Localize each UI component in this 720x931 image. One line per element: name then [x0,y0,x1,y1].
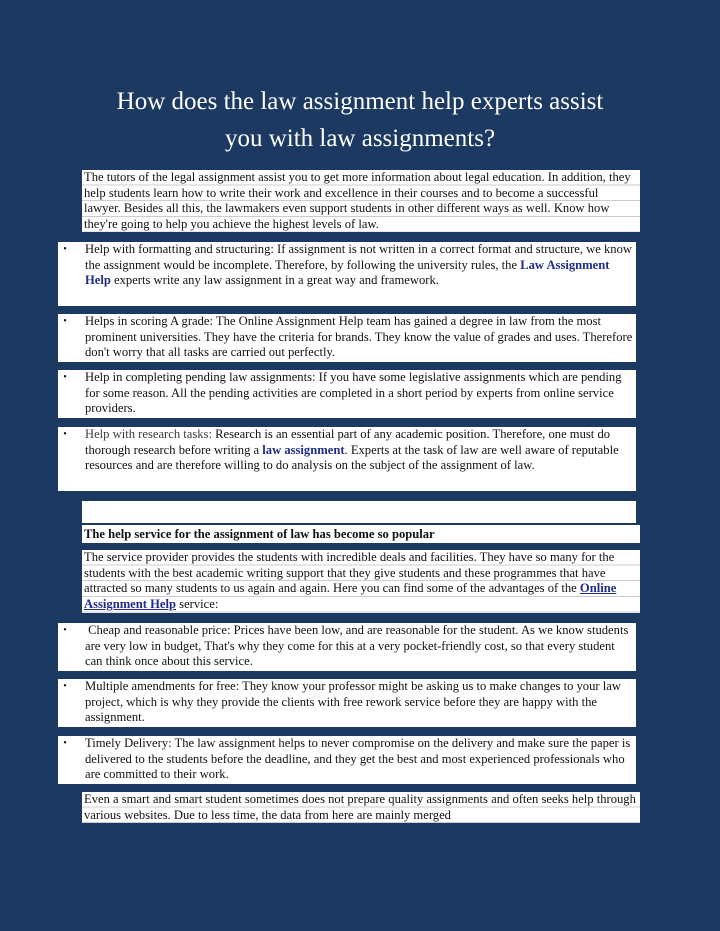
closing-paragraph: Even a smart and smart student sometimes does not prepare quality assignments and often seeks help through various websites. Due to less time, the data from here are mainly merged [82,792,640,823]
list-item-text: Timely Delivery: The law assignment helps to never compromise on the delivery and make sure the paper is delivered to the students before the deadline, and they get the best and most experienced professionals who are committed to their work. [85,736,631,782]
list-item-text: Cheap and reasonable price: Prices have been low, and are reasonable for the student. As we know students are very low in budget, That's why they come for this at a very pocket-friendly cost, so that every student can think once about this service. [85,623,632,669]
section-heading: The help service for the assignment of law has become so popular [82,525,640,543]
bullet-icon: • [63,244,67,255]
title-line-1: How does the law assignment help experts assist [116,88,604,115]
bullet-icon: • [63,429,67,440]
list-item-text: Helps in scoring A grade: The Online Assignment Help team has gained a degree in law from the most prominent universities. They have the criteria for brands. They know the value of grades and uses. Therefore don't worry that all tasks are carried out perfectly. [85,314,633,360]
bullet-icon: • [63,625,67,636]
page-title [60,83,660,157]
title-line-2: you with law assignments? [224,125,496,152]
list-item [58,242,636,306]
list-item [58,427,636,491]
bullet-icon: • [63,372,67,383]
list-item [58,736,636,784]
law-assignment-help-link[interactable]: Law Assignment Help [85,257,610,288]
spacer-row [82,501,636,523]
section-paragraph: The service provider provides the students with incredible deals and facilities. They have so many for the students with the best academic writing support that they give students and these programmes that have attracted so many students to us again and again. Here you can find some of the advantages of the Online Assignment Help service: [82,550,640,613]
list-item-text: Help with formatting and structuring: If assignment is not written in a correct format and structure, we know the assignment would be incomplete. Therefore, by following the university rules, the Law Assignment Help experts write any law assignment in a great way and framework. [85,242,632,288]
bullet-icon: • [63,738,67,749]
list-item-text: Help with research tasks: Research is an essential part of any academic position. Therefore, one must do thorough research before writing a law assignment. Experts at the task of law are well aware of reputable resources and are therefore willing to do analysis on the subject of the assignment of law. [85,427,619,473]
list-item [58,623,636,671]
list-item-text: Help in completing pending law assignments: If you have some legislative assignments which are pending for some reason. All the pending activities are completed in a short period by experts from online service providers. [85,370,622,416]
list-item-text: Multiple amendments for free: They know your professor might be asking us to make changes to your law project, which is why they provide the clients with free rework service before they are happy with the assignment. [85,679,621,725]
online-assignment-help-link[interactable]: Online Assignment Help [84,581,617,611]
law-assignment-link[interactable]: law assignment [262,442,345,457]
intro-paragraph: The tutors of the legal assignment assist you to get more information about legal education. In addition, they help students learn how to write their work and excellence in their courses and to become a successful lawyer. Besides all this, the lawmakers even support students in other different ways as well. Know how they're going to help you achieve the highest levels of law. [82,170,640,232]
list-item [58,314,636,362]
list-item [58,370,636,418]
bullet-icon: • [63,681,67,692]
bullet-icon: • [63,316,67,327]
list-item [58,679,636,727]
